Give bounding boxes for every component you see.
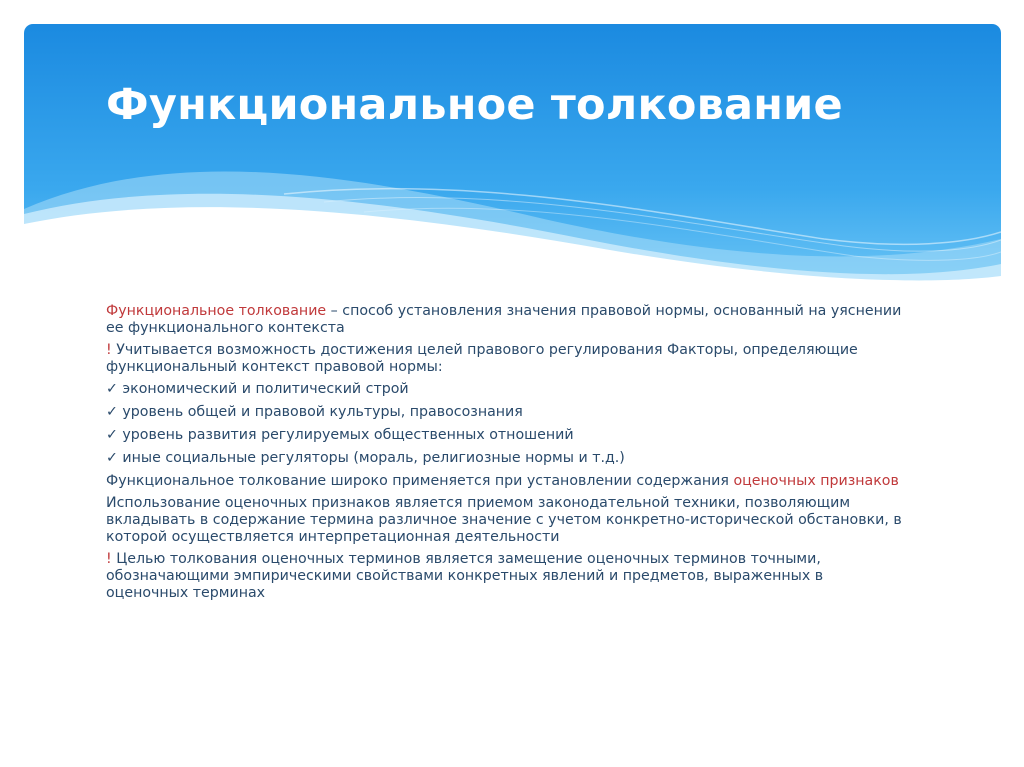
technique-paragraph: Использование оценочных признаков является приемом законодательной техники, позволяющим вкладывать в содержание термина различное значение с учетом конкретно-исторической обстановки, в которой осуществляется интерпретационная деятельности — [106, 495, 902, 545]
list-item: ✓ уровень общей и правовой культуры, правосознания — [106, 404, 523, 420]
exclamation-icon: ! — [106, 551, 112, 567]
term-highlight: оценочных признаков — [733, 473, 899, 489]
list-item: ✓ экономический и политический строй — [106, 381, 409, 397]
term-highlight: Функциональное толкование — [106, 303, 327, 319]
page-title: Функциональное толкование — [106, 80, 843, 130]
list-item: ✓ уровень развития регулируемых общественных отношений — [106, 427, 574, 443]
body-text — [106, 303, 906, 607]
checkmark-icon: ✓ — [106, 381, 118, 397]
wave-banner-graphic — [24, 24, 1001, 324]
slide — [24, 24, 1001, 740]
exclamation-icon: ! — [106, 342, 112, 358]
checkmark-icon: ✓ — [106, 427, 118, 443]
definition-paragraph: Функциональное толкование – способ установления значения правовой нормы, основанный на уяснении ее функционального контекста — [106, 303, 902, 336]
title-banner — [24, 24, 1001, 324]
application-paragraph: Функциональное толкование широко применяется при установлении содержания оценочных признаков — [106, 473, 899, 489]
goal-paragraph: ! Целью толкования оценочных терминов является замещение оценочных терминов точными, обозначающими эмпирическими свойствами конкретных явлений и предметов, выраженных в оценочных терминах — [106, 551, 824, 601]
checkmark-icon: ✓ — [106, 450, 118, 466]
list-item: ✓ иные социальные регуляторы (мораль, религиозные нормы и т.д.) — [106, 450, 625, 466]
factors-paragraph: ! Учитывается возможность достижения целей правового регулирования Факторы, определяющие функциональный контекст правовой нормы: — [106, 342, 858, 375]
checkmark-icon: ✓ — [106, 404, 118, 420]
